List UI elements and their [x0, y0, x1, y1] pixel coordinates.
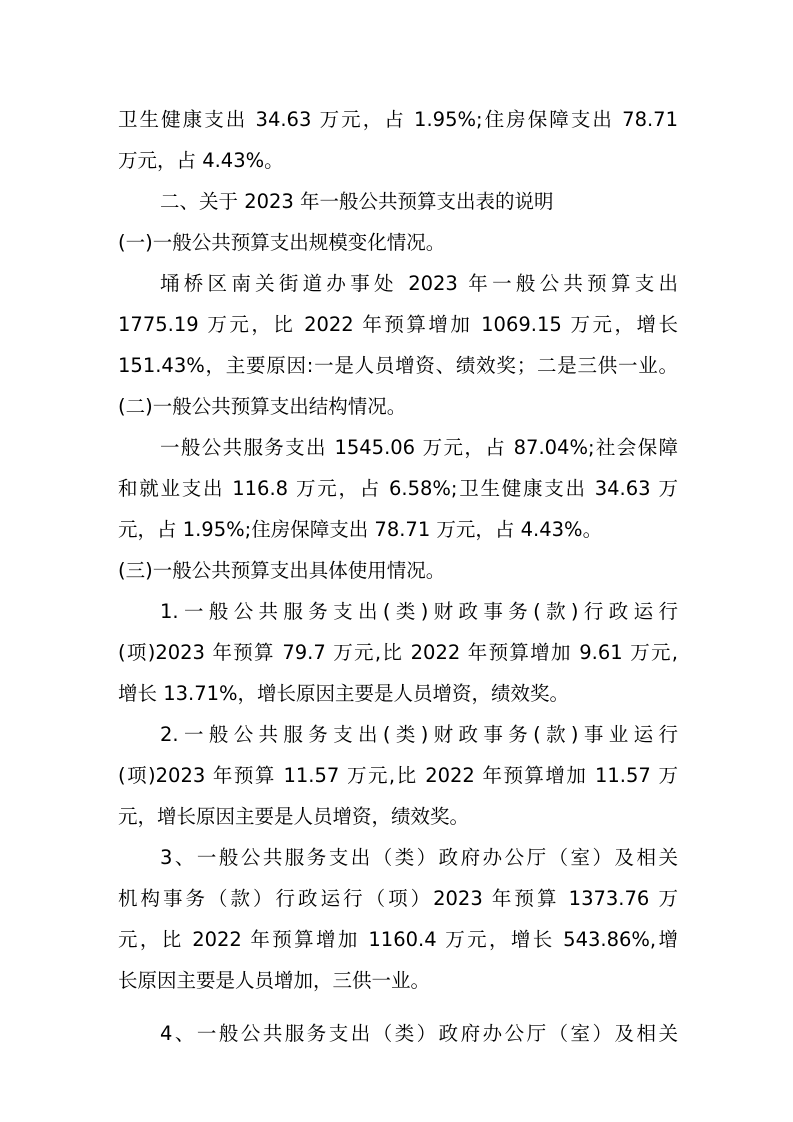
text-line: 和就业支出 116.8 万元，占 6.58%;卫生健康支出 34.63 万	[118, 477, 678, 500]
text-line: (项)2023 年预算 11.57 万元,比 2022 年预算增加 11.57 万	[118, 764, 678, 787]
text-line: 151.43%，主要原因:一是人员增资、绩效奖；二是三供一业。	[118, 354, 678, 377]
text-line: 一般公共服务支出 1545.06 万元，占 87.04%;社会保障	[160, 436, 678, 459]
subsection-heading: (一)一般公共预算支出规模变化情况。	[118, 231, 446, 254]
subsection-heading: (三)一般公共预算支出具体使用情况。	[118, 559, 446, 582]
text-line: 机构事务（款）行政运行（项）2023 年预算 1373.76 万	[118, 887, 678, 910]
text-line: 埇桥区南关街道办事处 2023 年一般公共预算支出	[160, 272, 678, 295]
text-line: 2.一般公共服务支出(类)财政事务(款)事业运行	[160, 723, 678, 746]
text-line: 3、一般公共服务支出（类）政府办公厅（室）及相关	[160, 846, 678, 869]
text-line: (项)2023 年预算 79.7 万元,比 2022 年预算增加 9.61 万元,	[118, 641, 678, 664]
text-line: 元，增长原因主要是人员增资，绩效奖。	[118, 805, 470, 828]
text-line: 万元，占 4.43%。	[118, 149, 284, 172]
text-line: 卫生健康支出 34.63 万元，占 1.95%;住房保障支出 78.71	[118, 108, 678, 131]
text-line: 长原因主要是人员增加，三供一业。	[118, 969, 431, 992]
subsection-heading: (二)一般公共预算支出结构情况。	[118, 395, 407, 418]
section-heading: 二、关于 2023 年一般公共预算支出表的说明	[160, 190, 554, 213]
text-line: 1775.19 万元，比 2022 年预算增加 1069.15 万元，增长	[118, 313, 678, 336]
text-line: 增长 13.71%，增长原因主要是人员增资，绩效奖。	[118, 682, 570, 705]
text-line: 1.一般公共服务支出(类)财政事务(款)行政运行	[160, 600, 678, 623]
text-line: 元，比 2022 年预算增加 1160.4 万元，增长 543.86%,增	[118, 928, 678, 951]
text-line: 4、一般公共服务支出（类）政府办公厅（室）及相关	[160, 1022, 678, 1045]
text-line: 元，占 1.95%;住房保障支出 78.71 万元，占 4.43%。	[118, 518, 603, 541]
